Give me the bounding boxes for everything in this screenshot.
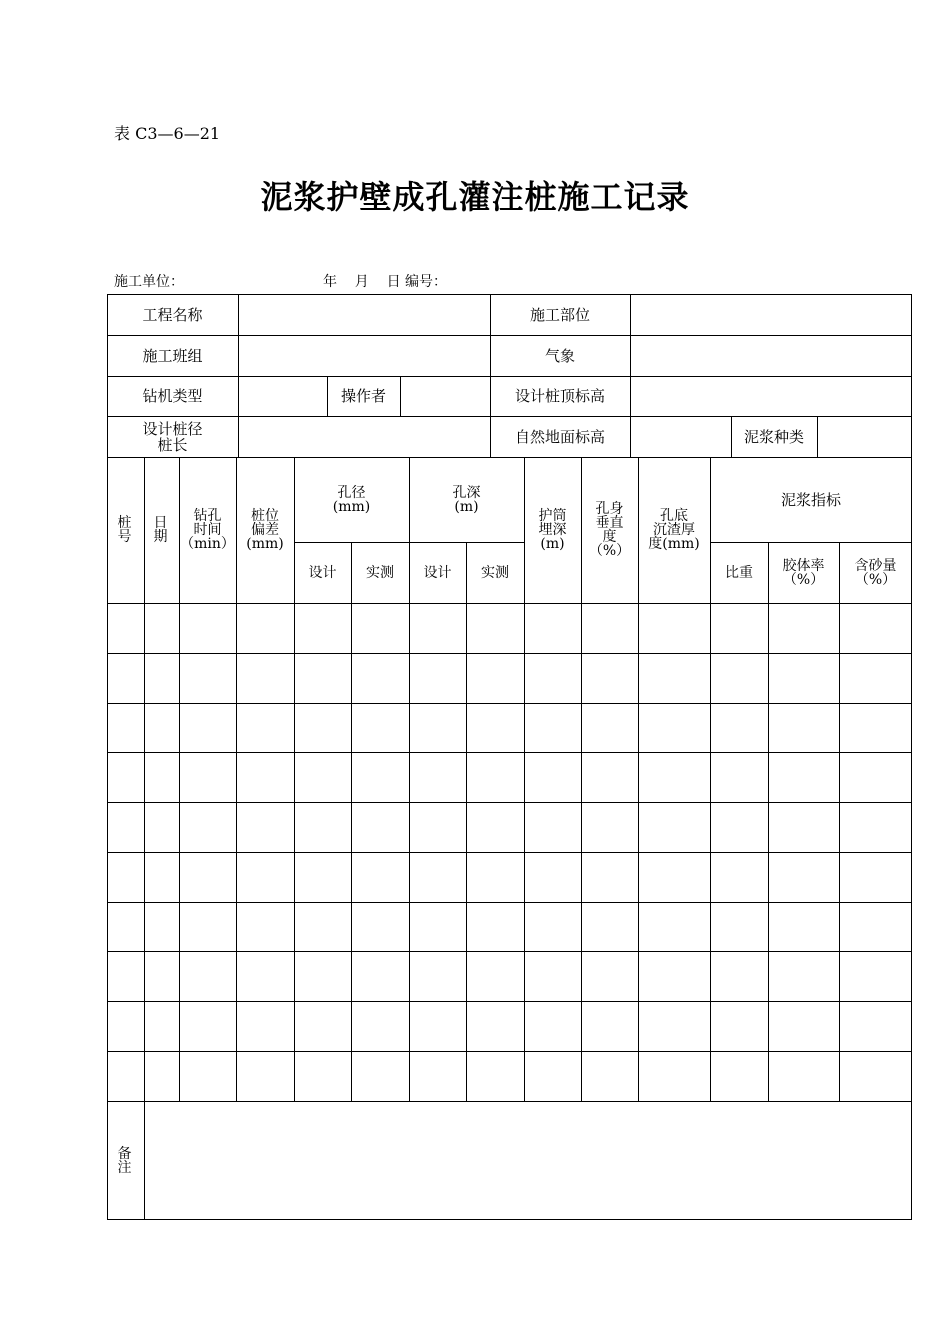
record-table <box>107 294 912 1220</box>
project-name-label: 工程名称 <box>142 305 203 324</box>
operator-label: 操作者 <box>340 387 386 405</box>
page-title: 泥浆护壁成孔灌注桩施工记录 <box>260 178 690 216</box>
slurry-type-input[interactable] <box>817 416 912 457</box>
col-sediment-thickness: 孔底 沉渣厚 度(mm) <box>648 508 700 552</box>
construction-part-input[interactable] <box>630 294 912 335</box>
design-pile-dia-length-input[interactable] <box>238 416 490 457</box>
rig-type-input[interactable] <box>238 376 327 416</box>
form-number: 表 C3—6—21 <box>114 124 221 143</box>
col-casing-depth: 护筒 埋深 (m) <box>538 508 567 552</box>
remarks-input[interactable] <box>144 1101 912 1220</box>
operator-input[interactable] <box>400 376 490 416</box>
slurry-type-label: 泥浆种类 <box>743 427 804 446</box>
natural-ground-elevation-label: 自然地面标高 <box>514 427 605 446</box>
construction-team-input[interactable] <box>238 335 490 376</box>
weather-input[interactable] <box>630 335 912 376</box>
remarks-label: 备 注 <box>117 1145 134 1176</box>
construction-part-label: 施工部位 <box>529 305 590 324</box>
design-pile-top-elevation-label: 设计桩顶标高 <box>514 387 605 405</box>
col-pile-no: 桩 号 <box>117 515 134 545</box>
design-pile-top-elevation-input[interactable] <box>630 376 912 416</box>
natural-ground-elevation-input[interactable] <box>630 416 731 457</box>
project-name-input[interactable] <box>238 294 490 335</box>
col-hole-diameter: 孔径 (mm) <box>332 484 371 515</box>
construction-unit-label: 施工单位： <box>114 274 184 290</box>
design-pile-dia-length-label: 设计桩径 桩长 <box>142 419 203 454</box>
col-hole-depth-measured: 实测 <box>481 564 509 581</box>
date-number-label: 年 月 日 编号： <box>323 274 448 290</box>
col-sand-content: 含砂量 （%） <box>854 557 897 588</box>
col-hole-diameter-measured: 实测 <box>366 564 394 581</box>
construction-team-label: 施工班组 <box>142 346 203 365</box>
weather-label: 气象 <box>544 346 575 365</box>
col-drill-time: 钻孔 时间 （min） <box>180 508 235 552</box>
col-hole-diameter-design: 设计 <box>308 564 337 581</box>
col-hole-depth: 孔深 (m) <box>452 484 481 515</box>
col-colloid-rate: 胶体率 （%） <box>782 557 825 588</box>
col-slurry-index: 泥浆指标 <box>780 490 841 509</box>
rig-type-label: 钻机类型 <box>142 387 203 405</box>
col-position-deviation: 桩位 偏差 (mm) <box>246 508 284 552</box>
col-date: 日 期 <box>153 515 170 545</box>
col-verticality: 孔身 垂直 度 （%） <box>588 501 631 559</box>
col-specific-gravity: 比重 <box>725 564 753 581</box>
col-hole-depth-design: 设计 <box>423 564 452 581</box>
